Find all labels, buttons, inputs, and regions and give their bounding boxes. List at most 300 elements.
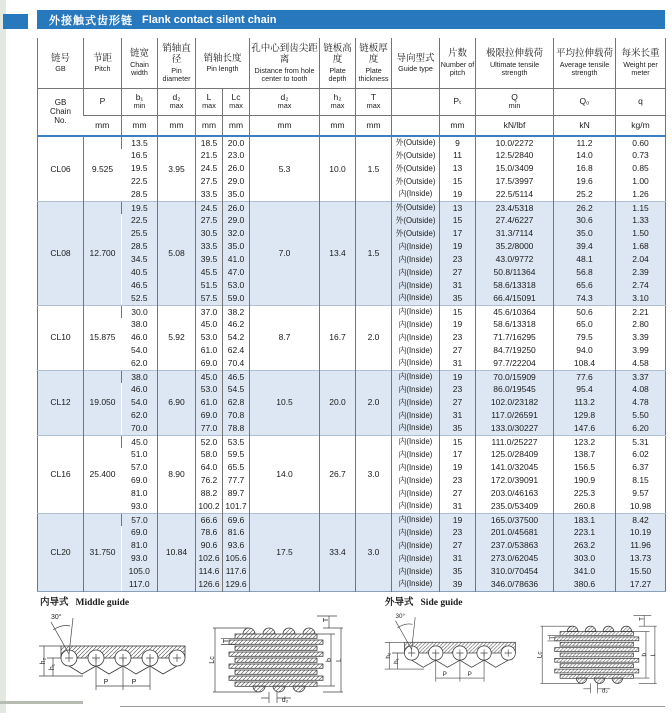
cell-pin-length-lc: 62.4 <box>223 344 250 357</box>
cell-pin-length-l: 58.0 <box>196 448 223 461</box>
page-title-cn: 外接触式齿形链 <box>49 14 133 27</box>
cell-ultimate-strength: 27.4/6227 <box>476 214 554 227</box>
cell-number-of-pitch: 19 <box>440 461 476 474</box>
table-row <box>38 136 666 149</box>
cell-number-of-pitch: 19 <box>440 240 476 253</box>
cell-ultimate-strength: 346.0/78636 <box>476 578 554 591</box>
cell-average-strength: 25.2 <box>554 188 616 201</box>
b-label: b <box>640 653 648 657</box>
cell-chain-no: CL08 <box>38 201 84 305</box>
cell-plate-depth: 13.4 <box>320 201 356 305</box>
cell-plate-thickness: 1.5 <box>356 136 392 201</box>
lc-label: Lc <box>536 651 544 659</box>
cell-number-of-pitch: 19 <box>440 318 476 331</box>
cell-pin-length-l: 69.0 <box>196 409 223 422</box>
cell-weight: 0.60 <box>616 136 666 149</box>
cell-ultimate-strength: 310.0/70454 <box>476 565 554 578</box>
cell-weight: 0.85 <box>616 162 666 175</box>
unit-pin-diameter: mm <box>158 115 196 136</box>
cell-weight: 2.80 <box>616 318 666 331</box>
cell-weight: 2.74 <box>616 279 666 292</box>
cell-ultimate-strength: 165.0/37500 <box>476 513 554 526</box>
cell-pin-length-l: 33.5 <box>196 188 223 201</box>
cell-chain-width: 25.5 <box>122 227 158 240</box>
table-row <box>38 435 666 448</box>
cell-ultimate-strength: 31.3/7114 <box>476 227 554 240</box>
cell-average-strength: 147.6 <box>554 422 616 435</box>
cell-pin-length-l: 53.0 <box>196 331 223 344</box>
l-label: L <box>649 653 657 657</box>
cell-pitch: 31.750 <box>84 513 122 591</box>
cell-average-strength: 223.1 <box>554 526 616 539</box>
cell-average-strength: 123.2 <box>554 435 616 448</box>
cell-guide-type: 外(Outside) <box>392 227 440 240</box>
cell-pin-length-l: 114.6 <box>196 565 223 578</box>
cell-plate-thickness: 2.0 <box>356 370 392 435</box>
cell-hole-distance: 10.5 <box>250 370 320 435</box>
cell-pin-length-l: 39.5 <box>196 253 223 266</box>
cell-chain-no: CL12 <box>38 370 84 435</box>
cell-number-of-pitch: 23 <box>440 253 476 266</box>
cell-chain-width: 93.0 <box>130 501 148 511</box>
cell-ultimate-strength: 203.0/46163 <box>476 487 554 500</box>
cell-pin-diameter: 6.90 <box>158 370 196 435</box>
cell-ultimate-strength: 12.5/2840 <box>476 149 554 162</box>
cell-ultimate-strength: 45.6/10364 <box>476 305 554 318</box>
cell-guide-type: 内(Inside) <box>392 292 440 305</box>
cell-ultimate-strength: 43.0/9772 <box>476 253 554 266</box>
cell-weight: 10.98 <box>616 500 666 513</box>
cell-guide-type: 内(Inside) <box>392 435 440 448</box>
cell-chain-no: CL06 <box>50 163 71 174</box>
sym-average-strength: Q₀ <box>554 88 616 115</box>
cell-weight: 9.57 <box>616 487 666 500</box>
cell-pin-length-lc: 59.5 <box>223 448 250 461</box>
cell-average-strength: 113.2 <box>554 396 616 409</box>
cell-guide-type: 内(Inside) <box>392 305 440 318</box>
cell-guide-type: 内(Inside) <box>392 318 440 331</box>
cell-guide-type: 内(Inside) <box>392 461 440 474</box>
cell-pin-length-lc: 78.8 <box>223 422 250 435</box>
cell-average-strength: 48.1 <box>554 253 616 266</box>
col-pin-length: 销轴长度 Pin length <box>196 38 250 88</box>
cell-number-of-pitch: 35 <box>440 292 476 305</box>
cell-ultimate-strength: 58.6/13318 <box>476 279 554 292</box>
cell-guide-type: 内(Inside) <box>392 422 440 435</box>
cell-pin-diameter: 3.95 <box>158 136 196 201</box>
cell-plate-depth: 20.0 <box>320 370 356 435</box>
cell-pin-length-lc: 77.7 <box>223 474 250 487</box>
cell-pin-length-lc: 38.2 <box>223 305 250 318</box>
cell-average-strength: 108.4 <box>554 357 616 370</box>
cell-guide-type: 内(Inside) <box>392 266 440 279</box>
cell-ultimate-strength: 125.0/28409 <box>476 448 554 461</box>
cell-chain-width: 54.0 <box>130 345 148 356</box>
cell-number-of-pitch: 27 <box>440 396 476 409</box>
cell-ultimate-strength: 23.4/5318 <box>476 201 554 214</box>
cell-weight: 2.04 <box>616 253 666 266</box>
cell-chain-width: 105.0 <box>122 565 158 578</box>
cell-weight: 3.10 <box>616 292 666 305</box>
sym-guide-type <box>392 88 440 115</box>
col-guide-type: 导向型式 Guide type <box>392 38 440 88</box>
unit-plate-thickness: mm <box>356 115 392 136</box>
cell-number-of-pitch: 31 <box>440 357 476 370</box>
cell-pin-length-lc: 93.6 <box>223 539 250 552</box>
cell-ultimate-strength: 237.0/53863 <box>476 539 554 552</box>
t-label: T <box>223 638 230 644</box>
cell-guide-type: 内(Inside) <box>392 409 440 422</box>
cell-pin-length-l: 76.2 <box>196 474 223 487</box>
cell-number-of-pitch: 9 <box>440 136 476 149</box>
cell-number-of-pitch: 39 <box>440 578 476 591</box>
cell-guide-type: 内(Inside) <box>392 578 440 591</box>
cell-guide-type: 内(Inside) <box>392 552 440 565</box>
side-guide-label <box>385 594 463 608</box>
cell-number-of-pitch: 17 <box>440 448 476 461</box>
cell-chain-width: 13.5 <box>122 136 158 149</box>
table-row <box>38 201 666 214</box>
cell-chain-width: 70.0 <box>122 422 158 435</box>
cell-ultimate-strength: 66.4/15091 <box>476 292 554 305</box>
cell-number-of-pitch: 35 <box>440 565 476 578</box>
table-row <box>38 370 666 383</box>
cell-guide-type: 内(Inside) <box>392 565 440 578</box>
cell-number-of-pitch: 35 <box>440 422 476 435</box>
sym-plate-depth: h₂ max <box>320 88 356 115</box>
header-units-row <box>38 115 666 136</box>
cell-weight: 3.37 <box>616 370 666 383</box>
cell-guide-type: 外(Outside) <box>392 149 440 162</box>
cell-pin-length-l: 45.0 <box>196 370 223 383</box>
front-view <box>536 615 657 694</box>
col-plate-thickness: 链板厚度 Plate thickness <box>356 38 392 88</box>
cell-plate-thickness: 2.0 <box>356 305 392 370</box>
cell-pin-length-l: 77.0 <box>196 422 223 435</box>
cell-chain-width: 69.0 <box>130 475 148 486</box>
cell-guide-type: 内(Inside) <box>392 370 440 383</box>
cell-weight: 1.26 <box>616 188 666 201</box>
cell-plate-thickness: 3.0 <box>356 513 392 591</box>
profile-view <box>385 613 516 682</box>
cell-weight: 5.31 <box>616 435 666 448</box>
cell-weight: 13.73 <box>616 552 666 565</box>
cell-chain-width: 19.5 <box>122 201 158 214</box>
cell-number-of-pitch: 23 <box>440 331 476 344</box>
cell-guide-type: 内(Inside) <box>392 279 440 292</box>
cell-pin-length-l: 21.5 <box>196 149 223 162</box>
cell-ultimate-strength: 117.0/26591 <box>476 409 554 422</box>
cell-chain-width: 51.0 <box>130 449 148 460</box>
cell-guide-type: 内(Inside) <box>392 383 440 396</box>
cell-ultimate-strength: 70.0/15909 <box>476 370 554 383</box>
sym-pitch: P <box>84 88 122 115</box>
middle-guide-diagram <box>37 610 359 706</box>
cell-pin-length-lc: 101.7 <box>223 500 250 513</box>
cell-pitch: 25.400 <box>84 435 122 513</box>
cell-chain-width: 81.0 <box>122 539 158 552</box>
cell-pin-length-lc: 35.0 <box>223 240 250 253</box>
cell-plate-depth: 16.7 <box>320 305 356 370</box>
cell-pin-length-l: 64.0 <box>196 461 223 474</box>
cell-pitch: 19.050 <box>84 370 122 435</box>
page-title-en: Flank contact silent chain <box>142 13 277 26</box>
cell-chain-width: 45.0 <box>122 435 158 448</box>
cell-ultimate-strength: 97.7/22204 <box>476 357 554 370</box>
middle-guide-label-cn: 内导式 <box>40 597 69 608</box>
cell-pin-length-lc: 59.0 <box>223 292 250 305</box>
pitch-label: P <box>442 671 447 679</box>
cell-ultimate-strength: 17.5/3997 <box>476 175 554 188</box>
cell-number-of-pitch: 15 <box>440 305 476 318</box>
cell-chain-width: 34.5 <box>122 253 158 266</box>
cell-ultimate-strength: 71.7/16295 <box>476 331 554 344</box>
cell-chain-width: 81.0 <box>130 488 148 499</box>
sym-ultimate-strength: Q min <box>476 88 554 115</box>
cell-average-strength: 138.7 <box>554 448 616 461</box>
sym-hole-distance: d₂ max <box>250 88 320 115</box>
d2-label: d₂ <box>601 687 608 695</box>
cell-ultimate-strength: 22.5/5114 <box>476 188 554 201</box>
cell-number-of-pitch: 31 <box>440 279 476 292</box>
cell-pin-length-l: 37.0 <box>196 305 223 318</box>
cell-average-strength: 79.5 <box>554 331 616 344</box>
cell-plate-depth: 10.0 <box>320 136 356 201</box>
col-pitch: 节距 Pitch <box>84 38 122 88</box>
cell-ultimate-strength: 111.0/25227 <box>476 435 554 448</box>
cell-ultimate-strength: 172.0/39091 <box>476 474 554 487</box>
cell-guide-type: 外(Outside) <box>392 201 440 214</box>
lc-label: Lc <box>209 656 216 664</box>
cell-average-strength: 225.3 <box>554 487 616 500</box>
cell-chain-width: 38.0 <box>130 319 148 330</box>
col-pin-diameter: 销轴直径 Pin diameter <box>158 38 196 88</box>
cell-average-strength: 19.6 <box>554 175 616 188</box>
unit-number-of-pitch: mm <box>440 115 476 136</box>
cell-guide-type: 内(Inside) <box>392 526 440 539</box>
cell-pin-length-l: 100.2 <box>196 500 223 513</box>
cell-average-strength: 11.2 <box>554 136 616 149</box>
unit-plate-depth: mm <box>320 115 356 136</box>
cell-average-strength: 16.8 <box>554 162 616 175</box>
cell-weight: 3.99 <box>616 344 666 357</box>
cell-average-strength: 65.0 <box>554 318 616 331</box>
cell-guide-type: 外(Outside) <box>392 175 440 188</box>
sym-pin-length-l: L max <box>196 88 223 115</box>
cell-average-strength: 35.0 <box>554 227 616 240</box>
cell-average-strength: 65.6 <box>554 279 616 292</box>
cell-pin-length-l: 90.6 <box>196 539 223 552</box>
cell-chain-width: 117.0 <box>122 578 158 591</box>
cell-weight: 4.08 <box>616 383 666 396</box>
cell-chain-width: 57.0 <box>130 462 148 473</box>
cell-chain-no: CL16 <box>38 435 84 513</box>
cell-chain-width: 46.5 <box>122 279 158 292</box>
col-chain-width: 链宽 Chain width <box>122 38 158 88</box>
table-body <box>38 136 666 591</box>
cell-weight: 4.58 <box>616 357 666 370</box>
cell-number-of-pitch: 15 <box>440 175 476 188</box>
cell-number-of-pitch: 31 <box>440 409 476 422</box>
cell-pin-length-l: 53.0 <box>196 383 223 396</box>
cell-pin-length-l: 24.5 <box>196 162 223 175</box>
page-left-strip <box>0 0 6 713</box>
unit-guide-type <box>392 115 440 136</box>
cell-ultimate-strength: 102.0/23182 <box>476 396 554 409</box>
cell-number-of-pitch: 15 <box>440 214 476 227</box>
cell-number-of-pitch: 27 <box>440 266 476 279</box>
cell-plate-depth: 26.7 <box>320 435 356 513</box>
cell-pin-length-lc: 23.0 <box>223 149 250 162</box>
cell-chain-width: 62.0 <box>130 358 148 368</box>
cell-pin-length-lc: 54.5 <box>223 383 250 396</box>
cell-chain-width: 28.5 <box>122 240 158 253</box>
cell-ultimate-strength: 35.2/8000 <box>476 240 554 253</box>
cell-chain-width: 30.0 <box>122 305 158 318</box>
cell-chain-width: 38.0 <box>122 370 158 383</box>
cell-pin-length-lc: 70.8 <box>223 409 250 422</box>
cell-pin-length-lc: 46.2 <box>223 318 250 331</box>
cell-chain-width: 54.0 <box>122 396 158 409</box>
pitch-label: P <box>467 671 472 679</box>
cell-pin-length-l: 24.5 <box>196 201 223 214</box>
cell-average-strength: 156.5 <box>554 461 616 474</box>
cell-average-strength: 74.3 <box>554 292 616 305</box>
t-label: T <box>638 617 646 621</box>
cell-ultimate-strength: 50.8/11364 <box>476 266 554 279</box>
cell-number-of-pitch: 23 <box>440 383 476 396</box>
angle-label: 30° <box>395 613 405 621</box>
cell-pin-length-lc: 62.8 <box>223 396 250 409</box>
cell-weight: 10.19 <box>616 526 666 539</box>
cell-weight: 1.15 <box>616 201 666 214</box>
cell-ultimate-strength: 84.7/19250 <box>476 344 554 357</box>
h2-label: h₂ <box>40 657 47 665</box>
cell-weight: 5.50 <box>616 409 666 422</box>
cell-guide-type: 外(Outside) <box>392 136 440 149</box>
cell-guide-type: 内(Inside) <box>392 487 440 500</box>
cell-guide-type: 内(Inside) <box>392 253 440 266</box>
cell-average-strength: 50.6 <box>554 305 616 318</box>
cell-chain-no: CL20 <box>38 513 84 591</box>
cell-number-of-pitch: 11 <box>440 149 476 162</box>
cell-pin-length-lc: 117.6 <box>223 565 250 578</box>
angle-label: 30° <box>51 614 62 621</box>
cell-weight: 11.96 <box>616 539 666 552</box>
cell-weight: 8.42 <box>616 513 666 526</box>
d2-label: d₂ <box>281 697 289 704</box>
sym-pin-diameter: d₂ max <box>158 88 196 115</box>
cell-weight: 6.02 <box>616 448 666 461</box>
cell-pin-length-lc: 26.0 <box>223 201 250 214</box>
footer-rule-short <box>0 701 83 704</box>
title-bar <box>37 10 665 29</box>
cell-number-of-pitch: 27 <box>440 487 476 500</box>
cell-pin-length-lc: 53.5 <box>223 435 250 448</box>
cell-chain-width: 62.0 <box>122 409 158 422</box>
cell-average-strength: 303.0 <box>554 552 616 565</box>
cell-ultimate-strength: 86.0/19545 <box>476 383 554 396</box>
cell-number-of-pitch: 17 <box>440 227 476 240</box>
cell-weight: 1.68 <box>616 240 666 253</box>
cell-weight: 17.27 <box>616 578 666 591</box>
cell-pin-length-lc: 29.0 <box>223 214 250 227</box>
cell-pin-length-l: 45.0 <box>196 318 223 331</box>
cell-ultimate-strength: 10.0/2272 <box>476 136 554 149</box>
cell-weight: 8.15 <box>616 474 666 487</box>
front-view <box>209 616 343 704</box>
cell-chain-width: 40.5 <box>122 266 158 279</box>
pitch-label: P <box>131 679 137 686</box>
chain-no-symbol: GB Chain No. <box>38 88 84 136</box>
cell-average-strength: 94.0 <box>554 344 616 357</box>
cell-hole-distance: 8.7 <box>250 305 320 370</box>
cell-average-strength: 14.0 <box>554 149 616 162</box>
cell-pitch: 15.875 <box>84 305 122 370</box>
cell-weight: 1.50 <box>616 227 666 240</box>
cell-average-strength: 77.6 <box>554 370 616 383</box>
cell-pin-length-lc: 89.7 <box>223 487 250 500</box>
cell-guide-type: 外(Outside) <box>392 214 440 227</box>
cell-chain-width: 16.5 <box>130 150 148 161</box>
col-weight-per-meter: 每米长重 Weight per meter <box>616 38 666 88</box>
cell-pin-length-lc: 129.6 <box>223 578 250 591</box>
cell-pin-length-lc: 69.6 <box>223 513 250 526</box>
cell-ultimate-strength: 133.0/30227 <box>476 422 554 435</box>
cell-guide-type: 内(Inside) <box>392 331 440 344</box>
sym-plate-thickness: T max <box>356 88 392 115</box>
cell-average-strength: 263.2 <box>554 539 616 552</box>
cell-pin-length-l: 52.0 <box>196 435 223 448</box>
t-label: T <box>548 635 556 640</box>
cell-ultimate-strength: 58.6/13318 <box>476 318 554 331</box>
cell-ultimate-strength: 235.0/53409 <box>476 500 554 513</box>
cell-chain-width: 52.5 <box>122 292 158 305</box>
cell-guide-type: 内(Inside) <box>392 513 440 526</box>
cell-chain-width: 22.5 <box>122 214 158 227</box>
cell-weight: 1.00 <box>616 175 666 188</box>
cell-pin-length-l: 45.5 <box>196 266 223 279</box>
cell-pin-length-l: 78.6 <box>196 526 223 539</box>
cell-pin-length-l: 126.6 <box>196 578 223 591</box>
cell-guide-type: 外(Outside) <box>392 162 440 175</box>
cell-plate-thickness: 3.0 <box>356 435 392 513</box>
cell-pin-length-lc: 26.0 <box>223 162 250 175</box>
b-label: b <box>326 658 333 662</box>
h1-label: h₁ <box>393 658 401 664</box>
col-number-of-pitch: 片数 Number of pitch <box>440 38 476 88</box>
title-tab-marker <box>3 14 28 29</box>
cell-pin-length-l: 33.5 <box>196 240 223 253</box>
h2-label: h₂ <box>385 652 393 659</box>
cell-pin-length-lc: 105.6 <box>223 552 250 565</box>
middle-guide-label <box>40 594 129 608</box>
cell-average-strength: 39.4 <box>554 240 616 253</box>
cell-number-of-pitch: 31 <box>440 500 476 513</box>
cell-weight: 1.33 <box>616 214 666 227</box>
cell-pin-length-lc: 20.0 <box>223 136 250 149</box>
cell-pin-length-lc: 32.0 <box>223 227 250 240</box>
cell-number-of-pitch: 31 <box>440 552 476 565</box>
cell-pitch: 12.700 <box>84 201 122 305</box>
cell-pin-length-lc: 41.0 <box>223 253 250 266</box>
cell-hole-distance: 5.3 <box>250 136 320 201</box>
cell-pin-length-lc: 47.0 <box>223 266 250 279</box>
col-hole-distance: 孔中心到齿尖距离 Distance from hole center to tooth <box>250 38 320 88</box>
cell-pin-length-lc: 53.0 <box>223 279 250 292</box>
cell-ultimate-strength: 201.0/45681 <box>476 526 554 539</box>
cell-pin-length-lc: 29.0 <box>223 175 250 188</box>
